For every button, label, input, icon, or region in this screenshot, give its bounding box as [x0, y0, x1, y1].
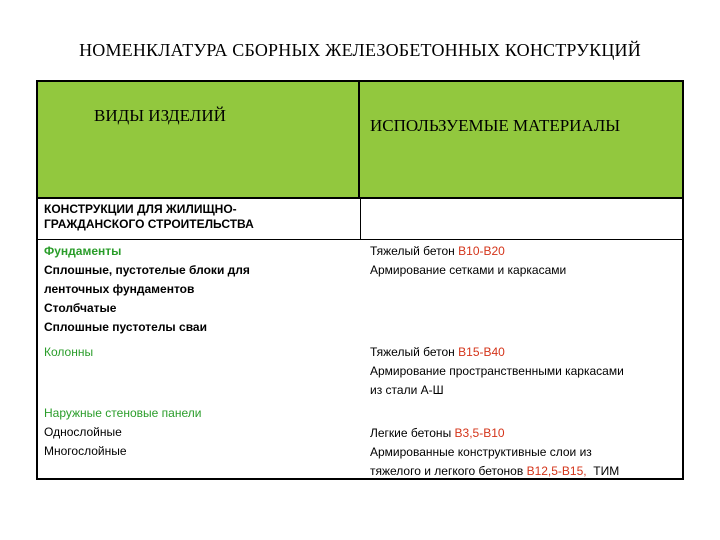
- panels-item-1: Однослойные: [44, 425, 122, 439]
- table-header: [38, 82, 682, 199]
- columns-grade: В15-В40: [458, 345, 505, 359]
- panels-concrete: Легкие бетоны В3,5-В10: [370, 426, 505, 440]
- header-materials: ИСПОЛЬЗУЕМЫЕ МАТЕРИАЛЫ: [370, 116, 621, 135]
- foundations-item-1: Сплошные, пустотелые блоки для: [44, 263, 250, 277]
- foundations-title: Фундаменты: [44, 244, 122, 258]
- foundations-materials: [370, 242, 680, 280]
- panels-grade: В3,5-В10: [454, 426, 505, 440]
- panels-materials: [370, 424, 680, 481]
- section-bottom-line: [38, 239, 682, 240]
- section-title: [44, 202, 344, 232]
- columns-cell: [44, 343, 354, 362]
- foundations-item-3: Столбчатые: [44, 301, 117, 315]
- panels-reinforcement-1: Армированные конструктивные слои из: [370, 445, 592, 459]
- nomenclature-table: [36, 80, 684, 480]
- foundations-cell: [44, 242, 354, 337]
- foundations-grade: В10-В20: [458, 244, 505, 258]
- header-divider: [358, 82, 360, 197]
- columns-materials: [370, 343, 680, 400]
- section-title-line2: ГРАЖДАНСКОГО СТРОИТЕЛЬСТВА: [44, 217, 254, 231]
- foundations-reinforcement: Армирование сетками и каркасами: [370, 263, 567, 277]
- foundations-item-4: Сплошные пустотелы сваи: [44, 320, 207, 334]
- panels-cell: [44, 404, 354, 461]
- page-title: НОМЕНКЛАТУРА СБОРНЫХ ЖЕЛЕЗОБЕТОННЫХ КОНСТРУКЦИЙ: [79, 40, 641, 60]
- panels-item-2: Многослойные: [44, 444, 127, 458]
- panels-reinforcement-2: тяжелого и легкого бетонов В12,5-В15, ТИМ: [370, 464, 620, 478]
- columns-reinforcement-2: из стали А-Ш: [370, 383, 444, 397]
- columns-title: Колонны: [44, 345, 94, 359]
- section-divider: [360, 199, 361, 239]
- columns-reinforcement-1: Армирование пространственными каркасами: [370, 364, 624, 378]
- foundations-concrete: Тяжелый бетон В10-В20: [370, 244, 505, 258]
- header-products: ВИДЫ ИЗДЕЛИЙ: [94, 106, 226, 125]
- panels-title: Наружные стеновые панели: [44, 406, 202, 420]
- panels-layer-grade: В12,5-В15,: [526, 464, 587, 478]
- section-title-line1: КОНСТРУКЦИИ ДЛЯ ЖИЛИЩНО-: [44, 202, 237, 216]
- foundations-item-2: ленточных фундаментов: [44, 282, 195, 296]
- columns-concrete: Тяжелый бетон В15-В40: [370, 345, 505, 359]
